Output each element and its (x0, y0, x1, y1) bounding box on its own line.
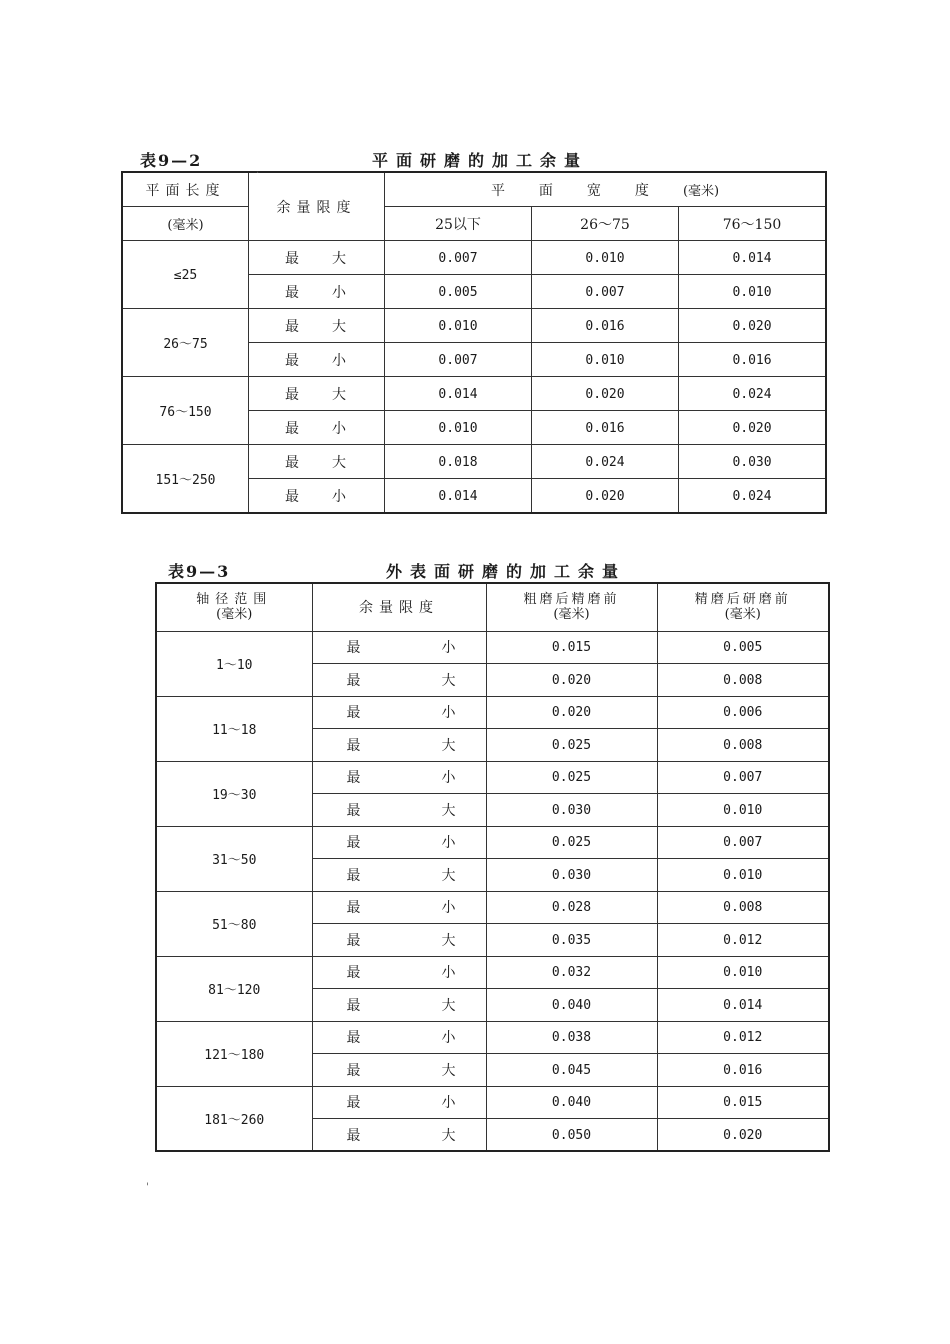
limit-label (313, 1125, 486, 1145)
table-row (123, 241, 826, 275)
value-cell (486, 794, 657, 827)
value-cell (486, 1054, 657, 1087)
limit-label (313, 832, 486, 852)
value: 0.025 (551, 737, 592, 753)
table-row (123, 377, 826, 411)
length-range: 76～150 (159, 405, 212, 420)
limit-char-2: 大 (441, 802, 456, 819)
value: 0.024 (732, 488, 772, 504)
table-row (156, 826, 829, 859)
limit-char-2: 小 (441, 705, 456, 722)
limit-cell (312, 1086, 486, 1119)
header-length-unit: (毫米) (123, 207, 249, 241)
table-row (123, 309, 826, 343)
limit-label (249, 350, 384, 370)
value-cell (679, 479, 826, 513)
limit-label (313, 930, 486, 950)
limit-cell (312, 1119, 486, 1152)
limit-label (249, 384, 384, 404)
value: 0.016 (585, 420, 625, 436)
limit-label (313, 962, 486, 982)
value: 0.018 (438, 454, 478, 470)
value-cell (657, 924, 829, 957)
limit-char-1: 最 (346, 997, 361, 1014)
limit-cell (312, 989, 486, 1022)
value: 0.007 (585, 284, 625, 300)
limit-char-1: 最 (346, 932, 361, 949)
diameter-range: 31～50 (212, 853, 257, 868)
value: 0.005 (723, 640, 763, 656)
value: 0.012 (723, 932, 763, 948)
value-cell (532, 241, 679, 275)
value-cell (657, 1054, 829, 1087)
diameter-range: 11～18 (212, 723, 257, 738)
limit-label (249, 282, 384, 302)
value-cell (486, 761, 657, 794)
value: 0.024 (585, 454, 625, 470)
diameter-range-cell (156, 1086, 312, 1151)
limit-cell (249, 241, 385, 275)
value-cell (657, 794, 829, 827)
header-limit: 余量限度 (249, 173, 385, 241)
value: 0.035 (551, 932, 592, 948)
value: 0.040 (551, 997, 592, 1013)
limit-cell (249, 377, 385, 411)
value-cell (385, 479, 532, 513)
value-cell (679, 411, 826, 445)
value-cell (532, 411, 679, 445)
value: 0.014 (438, 488, 478, 504)
limit-char-1: 最 (285, 454, 299, 471)
limit-label (313, 865, 486, 885)
limit-label (249, 452, 384, 472)
limit-char-2: 大 (332, 250, 346, 267)
value: 0.010 (438, 420, 478, 436)
value: 0.007 (723, 770, 763, 786)
diameter-range: 181～260 (204, 1112, 265, 1128)
value: 0.010 (732, 284, 772, 300)
limit-label (313, 702, 486, 722)
value: 0.020 (585, 488, 625, 504)
limit-char-1: 最 (346, 900, 361, 917)
limit-label (249, 248, 384, 268)
value-cell (385, 445, 532, 479)
value-cell (532, 377, 679, 411)
limit-char-2: 小 (441, 900, 456, 917)
header-width: 平 面 宽 度 (毫米) (385, 173, 826, 207)
value-cell (679, 377, 826, 411)
limit-cell (249, 343, 385, 377)
limit-label (313, 670, 486, 690)
limit-label (313, 637, 486, 657)
value: 0.010 (723, 965, 763, 981)
limit-cell (312, 924, 486, 957)
limit-cell (312, 664, 486, 697)
length-range-cell (123, 445, 249, 513)
limit-char-1: 最 (346, 672, 361, 689)
limit-char-2: 大 (441, 1062, 456, 1079)
table-row (156, 631, 829, 664)
header-col-3: 76～150 (679, 207, 826, 241)
limit-char-1: 最 (346, 1127, 361, 1144)
value-cell (486, 891, 657, 924)
value-cell (486, 924, 657, 957)
value-cell (486, 631, 657, 664)
value: 0.010 (585, 352, 625, 368)
limit-label (313, 735, 486, 755)
table1 (122, 172, 826, 513)
value-cell (657, 761, 829, 794)
limit-cell (312, 1054, 486, 1087)
diameter-range: 19～30 (212, 788, 257, 803)
value: 0.016 (732, 352, 772, 368)
value: 0.020 (585, 386, 625, 402)
diameter-range-cell (156, 761, 312, 826)
diameter-range-cell (156, 631, 312, 696)
limit-cell (312, 826, 486, 859)
value: 0.008 (723, 900, 763, 916)
limit-char-1: 最 (346, 640, 361, 657)
limit-char-1: 最 (346, 737, 361, 754)
limit-cell (312, 794, 486, 827)
table2 (155, 582, 830, 1152)
limit-label (249, 316, 384, 336)
table-row (123, 445, 826, 479)
table-row (156, 1021, 829, 1054)
diameter-range: 121～180 (204, 1048, 265, 1063)
value-cell (679, 275, 826, 309)
value: 0.014 (732, 250, 772, 266)
limit-char-1: 最 (346, 965, 361, 982)
value: 0.005 (438, 284, 478, 300)
diameter-range-cell (156, 956, 312, 1021)
length-range-cell (123, 241, 249, 309)
limit-label (249, 486, 384, 506)
limit-cell (312, 761, 486, 794)
value: 0.030 (551, 802, 592, 818)
limit-char-2: 大 (441, 997, 456, 1014)
value: 0.038 (551, 1030, 592, 1046)
value-cell (486, 1086, 657, 1119)
header-col-2: 精磨后研磨前 (毫米) (657, 583, 829, 631)
value-cell (532, 275, 679, 309)
limit-char-2: 大 (441, 737, 456, 754)
value-cell (385, 309, 532, 343)
limit-char-1: 最 (346, 867, 361, 884)
limit-label (313, 1027, 486, 1047)
speck: ' (146, 1182, 149, 1193)
limit-char-1: 最 (285, 420, 299, 437)
limit-char-1: 最 (346, 1095, 361, 1112)
header-diameter: 轴径范围 (毫米) (156, 583, 312, 631)
limit-cell (312, 859, 486, 892)
value: 0.020 (723, 1127, 763, 1143)
limit-label (313, 995, 486, 1015)
value-cell (532, 479, 679, 513)
value: 0.007 (438, 250, 478, 266)
value: 0.012 (723, 1030, 763, 1046)
value-cell (532, 445, 679, 479)
value: 0.008 (723, 672, 763, 688)
value-cell (657, 664, 829, 697)
value: 0.040 (551, 1095, 592, 1111)
table2-caption (0, 555, 950, 585)
value: 0.020 (732, 420, 772, 436)
limit-char-1: 最 (346, 705, 361, 722)
header-limit: 余量限度 (312, 583, 486, 631)
value-cell (657, 989, 829, 1022)
value-cell (385, 241, 532, 275)
length-range: 151～250 (155, 473, 216, 488)
header-col-2: 26～75 (532, 207, 679, 241)
value-cell (657, 826, 829, 859)
value-cell (385, 343, 532, 377)
limit-char-1: 最 (346, 1062, 361, 1079)
limit-cell (249, 411, 385, 445)
limit-char-2: 大 (332, 318, 346, 335)
limit-cell (249, 309, 385, 343)
value-cell (657, 696, 829, 729)
limit-char-1: 最 (346, 1030, 361, 1047)
value-cell (679, 343, 826, 377)
limit-char-1: 最 (285, 386, 299, 403)
value: 0.007 (723, 835, 763, 851)
limit-char-1: 最 (285, 318, 299, 335)
table-row (156, 761, 829, 794)
diameter-range: 1～10 (216, 658, 253, 673)
diameter-range: 81～120 (208, 983, 261, 998)
value-cell (657, 1021, 829, 1054)
value: 0.025 (551, 835, 592, 851)
length-range: 26～75 (163, 337, 208, 352)
limit-char-2: 大 (332, 386, 346, 403)
limit-label (313, 1060, 486, 1080)
limit-char-1: 最 (285, 250, 299, 267)
limit-cell (312, 1021, 486, 1054)
value-cell (532, 309, 679, 343)
table-row (156, 1086, 829, 1119)
limit-label (313, 800, 486, 820)
value: 0.030 (732, 454, 772, 470)
limit-char-2: 大 (332, 454, 346, 471)
diameter-range-cell (156, 1021, 312, 1086)
table1-title: 平面研磨的加工余量 (372, 151, 589, 170)
value: 0.015 (551, 640, 592, 656)
value-cell (486, 989, 657, 1022)
value-cell (657, 956, 829, 989)
value: 0.025 (551, 770, 592, 786)
limit-char-2: 小 (441, 640, 456, 657)
limit-char-2: 小 (332, 284, 346, 301)
limit-cell (312, 891, 486, 924)
limit-label (249, 418, 384, 438)
value: 0.028 (551, 900, 592, 916)
value-cell (657, 859, 829, 892)
value: 0.016 (585, 318, 625, 334)
limit-cell (249, 445, 385, 479)
value-cell (486, 826, 657, 859)
limit-char-1: 最 (285, 488, 299, 505)
limit-label (313, 897, 486, 917)
value: 0.014 (723, 997, 763, 1013)
limit-char-1: 最 (285, 284, 299, 301)
speck: · (256, 168, 260, 179)
value-cell (486, 664, 657, 697)
value-cell (385, 275, 532, 309)
limit-cell (312, 696, 486, 729)
value-cell (657, 1086, 829, 1119)
length-range-cell (123, 309, 249, 377)
value: 0.010 (723, 802, 763, 818)
value: 0.010 (723, 867, 763, 883)
value: 0.032 (551, 965, 592, 981)
value: 0.024 (732, 386, 772, 402)
value-cell (486, 859, 657, 892)
diameter-range-cell (156, 696, 312, 761)
table2-title: 外表面研磨的加工余量 (386, 562, 627, 581)
limit-cell (249, 275, 385, 309)
limit-char-2: 小 (332, 420, 346, 437)
value-cell (385, 411, 532, 445)
length-range-cell (123, 377, 249, 445)
table1-caption (0, 144, 950, 174)
limit-cell (312, 956, 486, 989)
value-cell (486, 1021, 657, 1054)
value: 0.045 (551, 1062, 592, 1078)
value: 0.030 (551, 867, 592, 883)
limit-label (313, 1092, 486, 1112)
value: 0.016 (723, 1062, 763, 1078)
value-cell (679, 445, 826, 479)
value-cell (657, 631, 829, 664)
limit-char-2: 小 (441, 835, 456, 852)
limit-char-2: 小 (441, 1095, 456, 1112)
limit-char-1: 最 (346, 770, 361, 787)
value: 0.010 (438, 318, 478, 334)
limit-char-2: 小 (332, 488, 346, 505)
header-col-1: 25以下 (385, 207, 532, 241)
value-cell (657, 729, 829, 762)
limit-char-2: 小 (332, 352, 346, 369)
value-cell (486, 729, 657, 762)
value-cell (679, 241, 826, 275)
value-cell (486, 696, 657, 729)
value-cell (657, 1119, 829, 1152)
limit-char-1: 最 (346, 835, 361, 852)
value: 0.020 (732, 318, 772, 334)
table-row (156, 956, 829, 989)
value: 0.006 (723, 705, 763, 721)
limit-char-2: 大 (441, 867, 456, 884)
value: 0.007 (438, 352, 478, 368)
table1-number: 表9—2 (140, 151, 203, 170)
value: 0.014 (438, 386, 478, 402)
value: 0.020 (551, 672, 592, 688)
limit-char-2: 小 (441, 965, 456, 982)
length-range: ≤25 (173, 267, 198, 283)
table2-number: 表9—3 (168, 562, 231, 581)
limit-cell (249, 479, 385, 513)
value: 0.008 (723, 737, 763, 753)
limit-char-1: 最 (285, 352, 299, 369)
limit-label (313, 767, 486, 787)
value-cell (486, 1119, 657, 1152)
limit-char-2: 小 (441, 770, 456, 787)
value: 0.010 (585, 250, 625, 266)
value-cell (486, 956, 657, 989)
limit-cell (312, 729, 486, 762)
table-row (156, 696, 829, 729)
value-cell (657, 891, 829, 924)
limit-char-2: 小 (441, 1030, 456, 1047)
value: 0.050 (551, 1127, 592, 1143)
limit-char-1: 最 (346, 802, 361, 819)
header-length: 平面长度 (123, 173, 249, 207)
limit-cell (312, 631, 486, 664)
value: 0.020 (551, 705, 592, 721)
value: 0.015 (723, 1095, 763, 1111)
table-row (156, 891, 829, 924)
value-cell (385, 377, 532, 411)
header-col-1: 粗磨后精磨前 (毫米) (486, 583, 657, 631)
value-cell (679, 309, 826, 343)
diameter-range: 51～80 (212, 918, 257, 933)
limit-char-2: 大 (441, 932, 456, 949)
diameter-range-cell (156, 826, 312, 891)
limit-char-2: 大 (441, 1127, 456, 1144)
limit-char-2: 大 (441, 672, 456, 689)
diameter-range-cell (156, 891, 312, 956)
value-cell (532, 343, 679, 377)
